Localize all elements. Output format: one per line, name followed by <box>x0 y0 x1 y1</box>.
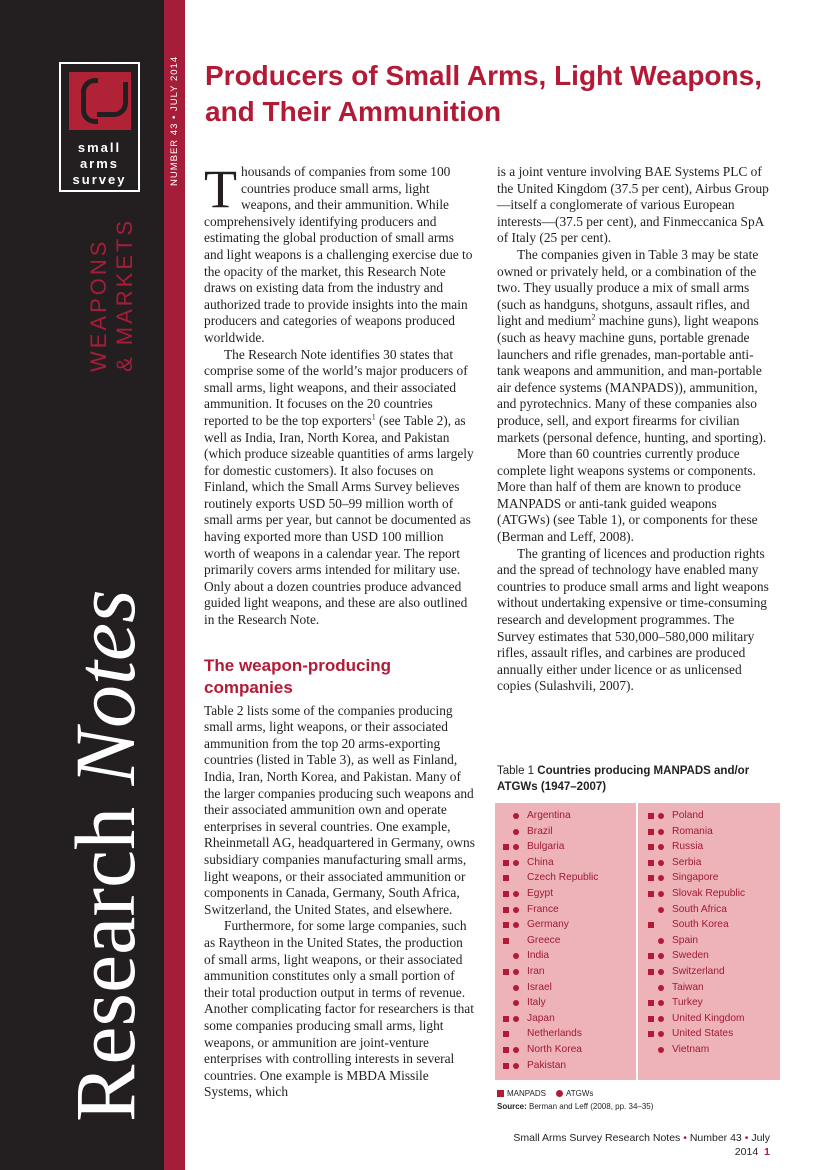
atgw-dot-icon <box>513 1016 519 1022</box>
atgw-dot-icon <box>658 985 664 991</box>
atgw-dot-icon <box>513 844 519 850</box>
table-row <box>495 886 635 902</box>
table-row <box>640 808 780 824</box>
page-title: Producers of Small Arms, Light Weapons, and Their Ammunition <box>205 60 762 127</box>
country-name: Brazil <box>527 825 553 837</box>
atgw-dot-icon <box>658 938 664 944</box>
manpads-square-icon <box>503 891 509 897</box>
manpads-square-icon <box>503 1016 509 1022</box>
paragraph <box>497 247 769 446</box>
atgw-dot-icon <box>513 813 519 819</box>
country-name: Israel <box>527 981 552 993</box>
country-name: Poland <box>672 810 704 821</box>
country-name: Greece <box>527 934 561 946</box>
country-name: Serbia <box>672 856 702 868</box>
atgw-dot-icon <box>513 907 519 913</box>
country-name: Switzerland <box>672 965 725 977</box>
section-label-line2: & MARKETS <box>112 217 137 372</box>
footer-number: Number 43 <box>689 1132 742 1144</box>
manpads-square-icon <box>503 1063 509 1069</box>
page-number: 1 <box>764 1146 770 1158</box>
atgw-dot-icon <box>513 1047 519 1053</box>
manpads-square-icon <box>648 1016 654 1022</box>
table-row <box>495 855 635 871</box>
footer-date: July 2014 <box>734 1132 770 1158</box>
atgw-dot-icon <box>513 969 519 975</box>
table-row <box>495 1042 635 1058</box>
table-row <box>640 980 780 996</box>
country-name: Italy <box>527 997 546 1009</box>
table-row <box>640 855 780 871</box>
issue-label: NUMBER 43 • JULY 2014 <box>169 55 180 186</box>
manpads-square-icon <box>648 813 654 819</box>
country-name: Sweden <box>672 950 709 962</box>
atgw-dot-icon <box>513 1000 519 1006</box>
series-title-italic: Notes <box>57 589 153 786</box>
country-table <box>495 803 780 1080</box>
atgw-dot-icon <box>658 891 664 897</box>
table-row <box>495 808 635 824</box>
manpads-square-icon <box>497 1090 504 1097</box>
country-name: Slovak Republic <box>672 887 746 899</box>
table-row <box>495 948 635 964</box>
table-column-right <box>640 808 780 1058</box>
table-row <box>495 839 635 855</box>
table-row <box>640 1042 780 1058</box>
drop-cap: T <box>204 159 237 219</box>
manpads-square-icon <box>503 907 509 913</box>
paragraph-text: housands of companies from some 100 countries produce small arms, light weapons, and their ammunition. While comprehensively identifying producers and estimating the global production of small arms and light weapons is a challenging exercise due to the opacity of the market, this Research Note draws on existing data from the industry and authorized trade to provide insights into the main producers and categories of weapons produced worldwide. <box>204 164 473 345</box>
paragraph-text: (see Table 2), as well as India, Iran, North Korea, and Pakistan (which produce sizeable quantities of arms largely for domestic customers). It also focuses on Finland, which the Small Arms Survey believes routinely exports USD 50–99 million worth of small arms per year, but cannot be documented as having exported more than USD 100 million worth of weapons in a calendar year. The report primarily covers arms intended for military use. Only about a dozen countries produce advanced guided light weapons, and these are also outlined in the Research Note. <box>204 412 474 628</box>
country-name: United States <box>672 1028 734 1040</box>
manpads-square-icon <box>648 922 654 928</box>
column-left <box>204 159 476 1101</box>
manpads-square-icon <box>648 860 654 866</box>
paragraph: More than 60 countries currently produce complete light weapons systems or components. More than half of them are known to produce MANPADS or anti-tank guided weapons (ATGWs) (see Table 1), or components for these (Berman and Leff, 2008). <box>497 446 758 545</box>
country-name: Netherlands <box>527 1028 582 1040</box>
manpads-square-icon <box>648 1031 654 1037</box>
country-name: China <box>527 856 554 868</box>
country-name: United Kingdom <box>672 1012 745 1024</box>
country-name: Argentina <box>527 810 571 821</box>
column-right <box>497 164 769 695</box>
paragraph-text: The companies given in Table 3 may be state owned or privately held, or a combination of the two. They usually produce a mix of small arms (such as handguns, shotguns, assault rifles, and light and medium <box>497 246 759 329</box>
country-name: Russia <box>672 841 704 853</box>
atgw-dot-icon <box>658 1016 664 1022</box>
country-name: Japan <box>527 1012 555 1024</box>
table-row <box>495 1011 635 1027</box>
country-name: France <box>527 903 559 915</box>
source-label: Source: <box>497 1102 527 1111</box>
atgw-dot-icon <box>658 844 664 850</box>
table-title: Countries producing MANPADS and/or ATGWs (1947–2007) <box>497 765 750 793</box>
atgw-dot-icon <box>658 1031 664 1037</box>
legend-manpads: MANPADS <box>507 1089 546 1098</box>
section-label-line1: WEAPONS <box>86 238 111 372</box>
country-name: Spain <box>672 934 699 946</box>
table-row <box>640 948 780 964</box>
small-arms-survey-logo <box>59 62 140 192</box>
manpads-square-icon <box>648 1000 654 1006</box>
country-name: Bulgaria <box>527 841 565 853</box>
atgw-dot-icon <box>513 891 519 897</box>
atgw-dot-icon <box>658 1000 664 1006</box>
manpads-square-icon <box>648 875 654 881</box>
country-name: India <box>527 950 550 962</box>
table-row <box>640 839 780 855</box>
paragraph: The granting of licences and production rights and the spread of technology have enabled many countries to produce small arms and light weapons without undertaking expensive or time-consuming research and development programmes. The Survey estimates that 530,000–580,000 military rifles, assault rifles, and carbines are produced annually either under licence or as unlicensed copies (Sulashvili, 2007). <box>497 545 769 694</box>
manpads-square-icon <box>648 829 654 835</box>
table-legend <box>497 1088 593 1100</box>
table-label: Table 1 <box>497 765 538 777</box>
paragraph: is a joint venture involving BAE Systems PLC of the United Kingdom (37.5 per cent), Airbus Group—itself a conglomerate of various European interests—(37.5 per cent), and Finmeccanica SpA of Italy (25 per cent). <box>497 164 769 246</box>
country-name: Vietnam <box>672 1043 710 1055</box>
atgw-dot-icon <box>556 1090 563 1097</box>
table-row <box>640 902 780 918</box>
table-row <box>495 964 635 980</box>
manpads-square-icon <box>503 1047 509 1053</box>
manpads-square-icon <box>503 844 509 850</box>
paragraph <box>204 347 476 629</box>
table-row <box>495 980 635 996</box>
table-row <box>640 995 780 1011</box>
table-row <box>495 917 635 933</box>
atgw-dot-icon <box>658 829 664 835</box>
table-row <box>495 1058 635 1074</box>
series-title-roman: Research <box>57 785 153 1122</box>
table-row <box>495 824 635 840</box>
manpads-square-icon <box>503 860 509 866</box>
atgw-dot-icon <box>658 1047 664 1053</box>
logo-text-line: arms <box>79 156 120 171</box>
footnote-ref[interactable]: 2 <box>591 312 596 322</box>
country-name: North Korea <box>527 1043 582 1055</box>
atgw-dot-icon <box>513 829 519 835</box>
manpads-square-icon <box>503 1031 509 1037</box>
table-caption <box>497 763 777 795</box>
table-row <box>640 1026 780 1042</box>
table-row <box>640 870 780 886</box>
manpads-square-icon <box>503 969 509 975</box>
section-heading: The weapon-producing companies <box>204 655 391 697</box>
country-name: South Africa <box>672 903 727 915</box>
country-name: Egypt <box>527 887 554 899</box>
footer-publication: Small Arms Survey Research Notes <box>513 1132 681 1144</box>
manpads-square-icon <box>648 953 654 959</box>
manpads-square-icon <box>503 938 509 944</box>
table-row <box>495 870 635 886</box>
table-row <box>495 933 635 949</box>
table-row <box>640 933 780 949</box>
country-name: Taiwan <box>672 981 704 993</box>
atgw-dot-icon <box>513 953 519 959</box>
logo-text-line: small <box>77 140 122 155</box>
country-name: Iran <box>527 965 545 977</box>
paragraph: Table 2 lists some of the companies producing small arms, light weapons, or their associated ammunition from the top 20 arms-exporting countries (listed in Table 3), as well as Finland, India, Iran, North Korea, and Pakistan. Many of the larger companies producing such weapons and their associated ammunition own and operate enterprises in several countries. One example, Rheinmetall AG, headquartered in Germany, owns subsidiary companies manufacturing small arms, light weapons, or their associated ammunition or components in Canada, Germany, South Africa, Switzerland, the United States, and elsewhere. <box>204 702 475 917</box>
country-name: Czech Republic <box>527 872 599 884</box>
table-divider <box>636 803 638 1080</box>
country-name: South Korea <box>672 919 729 931</box>
table-row <box>640 824 780 840</box>
paragraph: Furthermore, for some large companies, such as Raytheon in the United States, the production of small arms, light weapons, or their associated ammunition constitutes only a small portion of their total production output in terms of revenue. Another complicating factor for researchers is that some companies producing small arms, light weapons, or ammunition are joint-venture enterprises with controlling interests in several countries. One example is MBDA Missile Systems, which <box>204 918 474 1100</box>
paragraph <box>204 159 476 347</box>
atgw-dot-icon <box>658 813 664 819</box>
table-row <box>495 1026 635 1042</box>
page-footer: Small Arms Survey Research Notes • Number 43 • July 2014 1 <box>513 1132 770 1158</box>
table-column-left <box>495 808 635 1073</box>
country-name: Romania <box>672 825 713 837</box>
table-row <box>640 964 780 980</box>
country-name: Turkey <box>672 997 703 1009</box>
table-row <box>640 917 780 933</box>
country-name: Germany <box>527 919 569 931</box>
country-name: Pakistan <box>527 1059 567 1071</box>
atgw-dot-icon <box>658 907 664 913</box>
atgw-dot-icon <box>658 969 664 975</box>
footnote-ref[interactable]: 1 <box>371 412 376 422</box>
paragraph-text: machine guns), light weapons (such as heavy machine guns, portable grenade launchers and rifle grenades, man-portable anti-tank weapons and ammunition, and man-portable air defence systems (MANPADS)), ammunition, and pyrotechnics. Many of these companies also produce, sell, and export firearms for civilian markets (personal defence, hunting, and sporting). <box>497 313 767 445</box>
manpads-square-icon <box>503 922 509 928</box>
table-row <box>495 902 635 918</box>
table-source <box>497 1101 653 1113</box>
legend-atgws: ATGWs <box>565 1089 594 1098</box>
atgw-dot-icon <box>513 985 519 991</box>
table-row <box>640 1011 780 1027</box>
table-row <box>640 886 780 902</box>
atgw-dot-icon <box>513 860 519 866</box>
series-title <box>57 589 153 1122</box>
manpads-square-icon <box>503 875 509 881</box>
atgw-dot-icon <box>658 953 664 959</box>
manpads-square-icon <box>648 844 654 850</box>
logo-mark-icon <box>69 72 131 130</box>
atgw-dot-icon <box>513 1063 519 1069</box>
logo-text-line: survey <box>72 172 127 187</box>
manpads-square-icon <box>648 969 654 975</box>
atgw-dot-icon <box>658 875 664 881</box>
paragraph-text: The Research Note identifies 30 states that comprise some of the world’s major producers of small arms, light weapons, and their associated ammunition. It focuses on the 20 countries reported to be the top exporters <box>204 346 468 428</box>
atgw-dot-icon <box>658 860 664 866</box>
table-row <box>495 995 635 1011</box>
sidebar <box>0 0 164 1170</box>
source-text: Berman and Leff (2008, pp. 34–35) <box>526 1102 654 1111</box>
country-name: Singapore <box>672 872 719 884</box>
atgw-dot-icon <box>513 922 519 928</box>
manpads-square-icon <box>648 891 654 897</box>
